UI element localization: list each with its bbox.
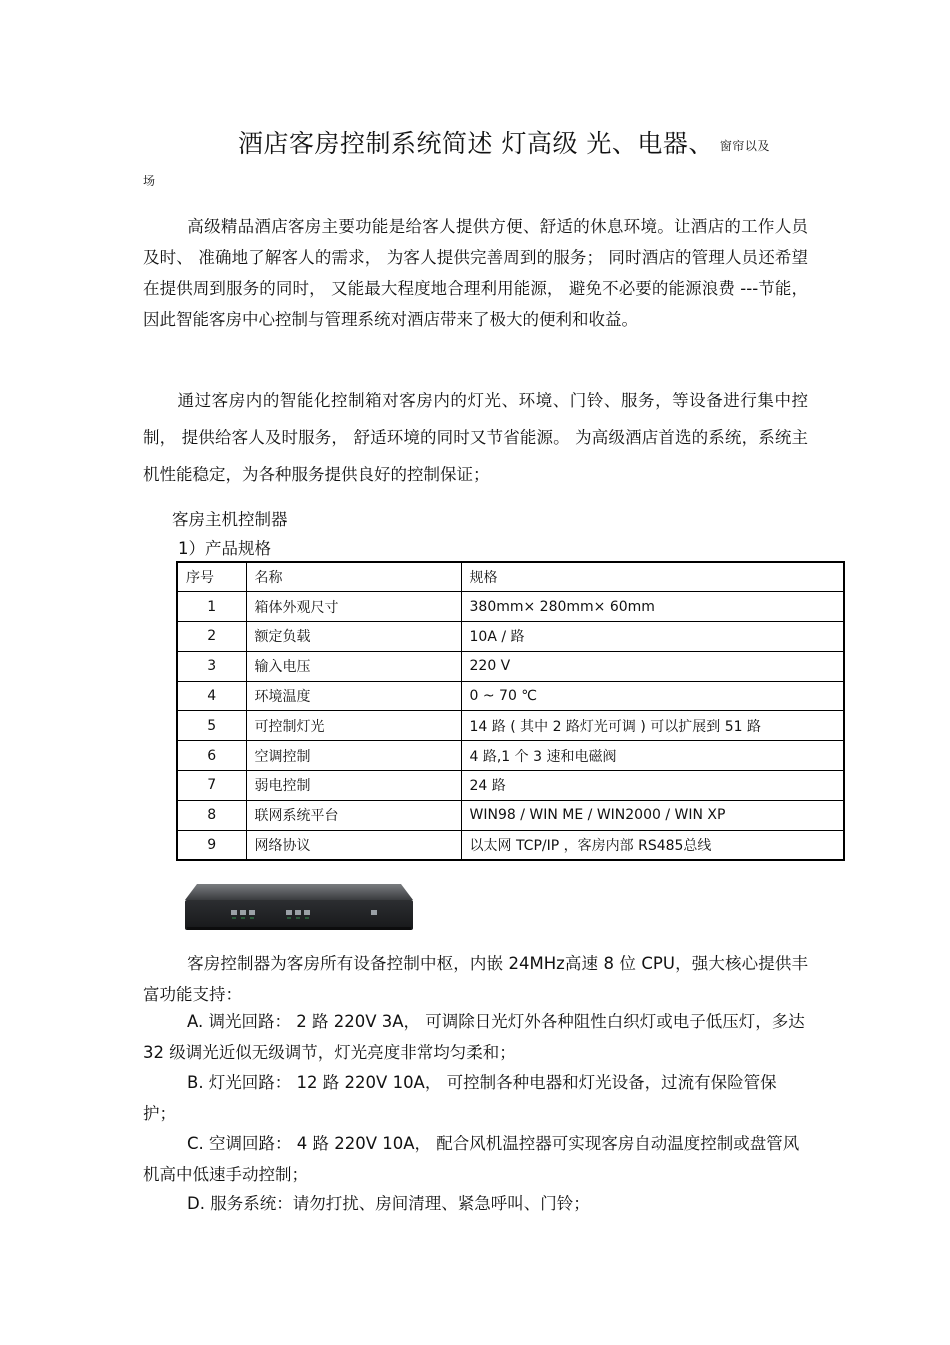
intro-paragraph-2 bbox=[143, 382, 808, 493]
table-row bbox=[177, 711, 844, 741]
table-row bbox=[177, 800, 844, 830]
row-no: 8 bbox=[177, 800, 246, 830]
row-no: 5 bbox=[177, 711, 246, 741]
spec-table-header bbox=[177, 562, 844, 592]
controller-device-image bbox=[183, 882, 415, 932]
row-no: 6 bbox=[177, 741, 246, 771]
feature-dimming bbox=[143, 1006, 808, 1068]
row-spec: 24 路 bbox=[461, 771, 844, 801]
row-name: 额定负载 bbox=[246, 622, 461, 652]
row-no: 2 bbox=[177, 622, 246, 652]
row-name: 可控制灯光 bbox=[246, 711, 461, 741]
row-spec: 14 路 ( 其中 2 路灯光可调 ) 可以扩展到 51 路 bbox=[461, 711, 844, 741]
row-spec: 4 路,1 个 3 速和电磁阀 bbox=[461, 741, 844, 771]
title-continuation: 场 bbox=[143, 174, 156, 188]
header-name: 名称 bbox=[246, 562, 461, 592]
device-description-text: 客房控制器为客房所有设备控制中枢，内嵌 24MHz高速 8 位 CPU，强大核心提供丰富功能支持： bbox=[143, 954, 808, 1004]
feature-lighting-text: B. 灯光回路： 12 路 220V 10A， 可控制各种电器和灯光设备，过流有保险管保护； bbox=[143, 1073, 777, 1123]
feature-aircon bbox=[143, 1128, 808, 1190]
spec-heading: 1）产品规格 bbox=[178, 539, 271, 558]
title-main: 酒店客房控制系统简述 灯高级 光、电器、 bbox=[238, 129, 714, 158]
row-spec: 10A / 路 bbox=[461, 622, 844, 652]
table-row bbox=[177, 622, 844, 652]
row-name: 环境温度 bbox=[246, 681, 461, 711]
row-spec: 220 V bbox=[461, 651, 844, 681]
table-row bbox=[177, 741, 844, 771]
feature-dimming-text: A. 调光回路： 2 路 220V 3A， 可调除日光灯外各种阻性白织灯或电子低压灯，多达 32 级调光近似无级调节，灯光亮度非常均匀柔和； bbox=[143, 1012, 805, 1062]
table-row bbox=[177, 830, 844, 860]
row-spec: WIN98 / WIN ME / WIN2000 / WIN XP bbox=[461, 800, 844, 830]
row-no: 3 bbox=[177, 651, 246, 681]
row-name: 弱电控制 bbox=[246, 771, 461, 801]
intro-paragraph-1 bbox=[143, 211, 808, 335]
row-name: 网络协议 bbox=[246, 830, 461, 860]
table-row bbox=[177, 771, 844, 801]
row-name: 箱体外观尺寸 bbox=[246, 592, 461, 622]
controller-heading: 客房主机控制器 bbox=[172, 510, 288, 529]
row-no: 9 bbox=[177, 830, 246, 860]
document-title bbox=[238, 124, 770, 160]
feature-service-text: D. 服务系统：请勿打扰、房间清理、紧急呼叫、门铃； bbox=[187, 1194, 590, 1213]
row-no: 1 bbox=[177, 592, 246, 622]
table-row bbox=[177, 681, 844, 711]
device-description bbox=[143, 948, 808, 1010]
feature-aircon-text: C. 空调回路： 4 路 220V 10A， 配合风机温控器可实现客房自动温度控制或盘管风机高中低速手动控制； bbox=[143, 1134, 800, 1184]
table-row bbox=[177, 651, 844, 681]
row-name: 空调控制 bbox=[246, 741, 461, 771]
row-spec: 380mm× 280mm× 60mm bbox=[461, 592, 844, 622]
row-no: 4 bbox=[177, 681, 246, 711]
table-row bbox=[177, 592, 844, 622]
header-no: 序号 bbox=[177, 562, 246, 592]
row-no: 7 bbox=[177, 771, 246, 801]
intro-paragraph-2-text: 通过客房内的智能化控制箱对客房内的灯光、环境、门铃、服务，等设备进行集中控制， 提供给客人及时服务， 舒适环境的同时又节省能源。 为高级酒店首选的系统，系统主机性能稳定，为各种服务提供良好的控制保证； bbox=[143, 391, 808, 484]
row-spec: 以太网 TCP/IP ，客房内部 RS485总线 bbox=[461, 830, 844, 860]
feature-service bbox=[143, 1188, 808, 1219]
row-spec: 0 ~ 70 ℃ bbox=[461, 681, 844, 711]
feature-lighting bbox=[143, 1067, 808, 1129]
intro-paragraph-1-text: 高级精品酒店客房主要功能是给客人提供方便、舒适的休息环境。让酒店的工作人员及时、 准确地了解客人的需求， 为客人提供完善周到的服务； 同时酒店的管理人员还希望在提供周到服务的同时， 又能最大程度地合理利用能源， 避免不必要的能源浪费 ---节能，因此智能客房中心控制与管理系统对酒店带来了极大的便利和收益。 bbox=[143, 217, 808, 329]
title-small: 窗帘以及 bbox=[719, 139, 770, 153]
spec-table bbox=[176, 561, 845, 861]
row-name: 联网系统平台 bbox=[246, 800, 461, 830]
header-spec: 规格 bbox=[461, 562, 844, 592]
row-name: 输入电压 bbox=[246, 651, 461, 681]
